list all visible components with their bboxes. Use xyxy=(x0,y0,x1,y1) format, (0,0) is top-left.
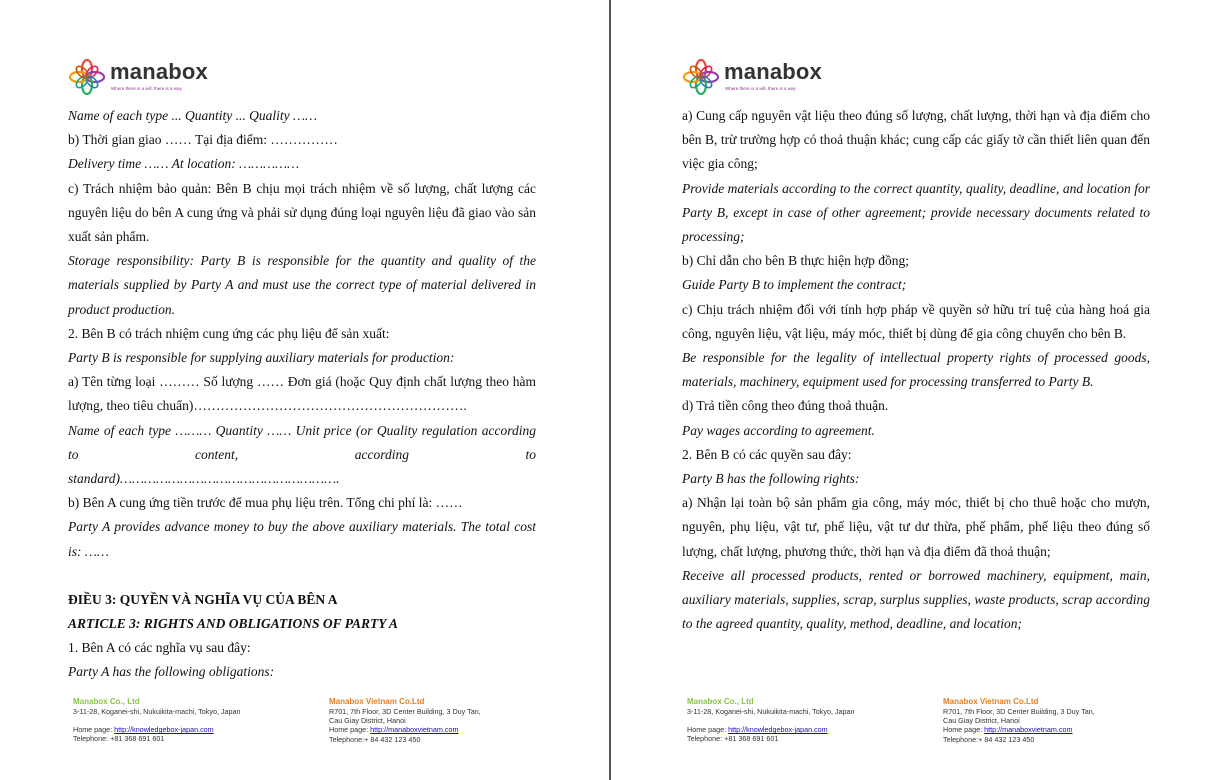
footer-vietnam-office xyxy=(943,696,1143,744)
paragraph: Party A provides advance money to buy the above auxiliary materials. The total cost is: …… xyxy=(68,519,536,559)
logo-brand-name: manabox xyxy=(724,59,822,84)
text-line: 2. Bên B có các quyền sau đây: xyxy=(682,446,852,462)
homepage-link[interactable]: http://knowledgebox-japan.com xyxy=(114,725,214,735)
logo-tagline: Where there is a will, there is a way xyxy=(111,86,182,91)
paragraph: a) Cung cấp nguyên vật liệu theo đúng số lượng, chất lượng, thời hạn và địa điểm cho bên B, trừ trường hợp có thoả thuận khác; cung cấp các giấy tờ cần thiết liên quan đến việc gia công; xyxy=(682,108,1150,172)
paragraph: c) Chịu trách nhiệm đối với tính hợp pháp về quyền sở hữu trí tuệ của hàng hoá gia công, nguyên liệu, vật liệu, máy móc, thiết bị dùng để gia công chuyển cho bên B. xyxy=(682,301,1150,341)
footer-address: R701, 7th Floor, 3D Center Building, 3 Duy Tan, xyxy=(329,707,481,716)
paragraph: Be responsible for the legality of intellectual property rights of processed goods, materials, machinery, equipment used for processing transferred to Party B. xyxy=(682,350,1150,390)
footer-homepage: Home page: http://manaboxvietnam.com xyxy=(943,725,1073,735)
manabox-logo xyxy=(682,56,852,94)
footer-phone: Telephone: +81 368 691 601 xyxy=(73,734,165,744)
footer-company-name: Manabox Vietnam Co.Ltd xyxy=(329,697,425,706)
footer-address: Cau Giay District, Hanoi xyxy=(329,716,406,726)
document-page-right xyxy=(612,0,1219,780)
footer-phone: Telephone:+ 84 432 123 450 xyxy=(329,734,421,744)
text-line: 1. Bên A có các nghĩa vụ sau đây: xyxy=(68,640,251,656)
section-heading: ĐIỀU 3: QUYỀN VÀ NGHĨA VỤ CỦA BÊN A xyxy=(68,591,338,607)
footer-address: R701, 7th Floor, 3D Center Building, 3 Duy Tan, xyxy=(943,707,1095,716)
section-heading-english: ARTICLE 3: RIGHTS AND OBLIGATIONS OF PARTY A xyxy=(68,616,398,632)
text-line: Delivery time …… At location: …………… xyxy=(68,156,300,172)
paragraph: Receive all processed products, rented or borrowed machinery, equipment, main, auxiliary materials, supplies, scrap, surplus supplies, waste products, scrap according to the agreed quantity, quality, method, deadline, and location; xyxy=(682,567,1150,632)
footer-phone: Telephone: +81 368 691 601 xyxy=(687,734,779,744)
text-line: Pay wages according to agreement. xyxy=(682,422,875,438)
document-page-left xyxy=(0,0,609,780)
text-line: Name of each type ... Quantity ... Quality …… xyxy=(68,108,317,123)
footer-company-name: Manabox Co., Ltd xyxy=(73,697,140,706)
text-line: b) Bên A cung ứng tiền trước để mua phụ liệu trên. Tổng chi phí là: …… xyxy=(68,495,463,511)
footer-homepage: Home page: http://knowledgebox-japan.com xyxy=(73,725,214,735)
paragraph: a) Nhận lại toàn bộ sản phẩm gia công, máy móc, thiết bị cho thuê hoặc cho mượn, nguyên, phụ liệu, vật tư, phế liệu, vật tư dư thừa, phế phẩm, phế liệu theo đúng số lượng, chất lượng, phương thức, thời hạn và địa điểm đã thoả thuận; xyxy=(682,495,1150,559)
page-footer xyxy=(687,696,1147,756)
right-page-body xyxy=(682,104,1150,636)
text-line: Party B is responsible for supplying auxiliary materials for production: xyxy=(68,350,455,366)
footer-phone: Telephone:+ 84 432 123 450 xyxy=(943,734,1035,744)
flower-logo-icon xyxy=(682,58,720,96)
flower-logo-icon xyxy=(68,58,106,96)
footer-company-name: Manabox Co., Ltd xyxy=(687,697,754,706)
paragraph: Name of each type ……… Quantity …… Unit price (or Quality regulation according to content, according to xyxy=(68,422,536,462)
homepage-link[interactable]: http://knowledgebox-japan.com xyxy=(728,725,828,735)
footer-homepage: Home page: http://knowledgebox-japan.com xyxy=(687,725,828,735)
footer-address: 3-11-28, Koganei-shi, Nukuikita-machi, Tokyo, Japan xyxy=(73,707,241,716)
logo-brand-name: manabox xyxy=(110,59,208,84)
logo-tagline: Where there is a will, there is a way xyxy=(725,86,796,91)
text-line: b) Chỉ dẫn cho bên B thực hiện hợp đồng; xyxy=(682,253,910,269)
homepage-link[interactable]: http://manaboxvietnam.com xyxy=(984,725,1073,735)
manabox-logo xyxy=(68,56,238,94)
text-line: Party B has the following rights: xyxy=(682,471,860,487)
homepage-link[interactable]: http://manaboxvietnam.com xyxy=(370,725,459,735)
paragraph: c) Trách nhiệm bảo quản: Bên B chịu mọi trách nhiệm về số lượng, chất lượng các nguyên liệu do bên A cung ứng và phải sử dụng đúng loại nguyên liệu đã giao vào sản xuất sản phẩm. xyxy=(68,180,536,245)
footer-vietnam-office xyxy=(329,696,529,744)
footer-japan-office xyxy=(73,696,313,744)
footer-japan-office xyxy=(687,696,927,744)
page-divider xyxy=(609,0,611,780)
footer-address: 3-11-28, Koganei-shi, Nukuikita-machi, Tokyo, Japan xyxy=(687,707,855,716)
footer-homepage: Home page: http://manaboxvietnam.com xyxy=(329,725,459,735)
footer-company-name: Manabox Vietnam Co.Ltd xyxy=(943,697,1039,706)
footer-address: Cau Giay District, Hanoi xyxy=(943,716,1020,726)
text-line: standard)………………………………………………. xyxy=(68,471,340,487)
left-page-body xyxy=(68,104,536,685)
text-line: d) Trả tiền công theo đúng thoả thuận. xyxy=(682,398,889,414)
paragraph: Provide materials according to the correct quantity, quality, deadline, and location for Party B, except in case of other agreement; provide necessary documents related to processing; xyxy=(682,180,1150,245)
text-line: Guide Party B to implement the contract; xyxy=(682,277,907,293)
text-line: 2. Bên B có trách nhiệm cung ứng các phụ liệu để sản xuất: xyxy=(68,325,390,341)
text-line: b) Thời gian giao …… Tại địa điểm: …………… xyxy=(68,132,338,148)
text-line: Party A has the following obligations: xyxy=(68,664,275,680)
paragraph: Storage responsibility: Party B is responsible for the quantity and quality of the materials supplied by Party A and must use the correct type of material delivered in product production. xyxy=(68,253,536,317)
paragraph: a) Tên từng loại ……… Số lượng …… Đơn giá (hoặc Quy định chất lượng theo hàm lượng, theo tiêu chuẩn)……………………………………………………. xyxy=(68,374,536,414)
page-footer xyxy=(73,696,533,756)
